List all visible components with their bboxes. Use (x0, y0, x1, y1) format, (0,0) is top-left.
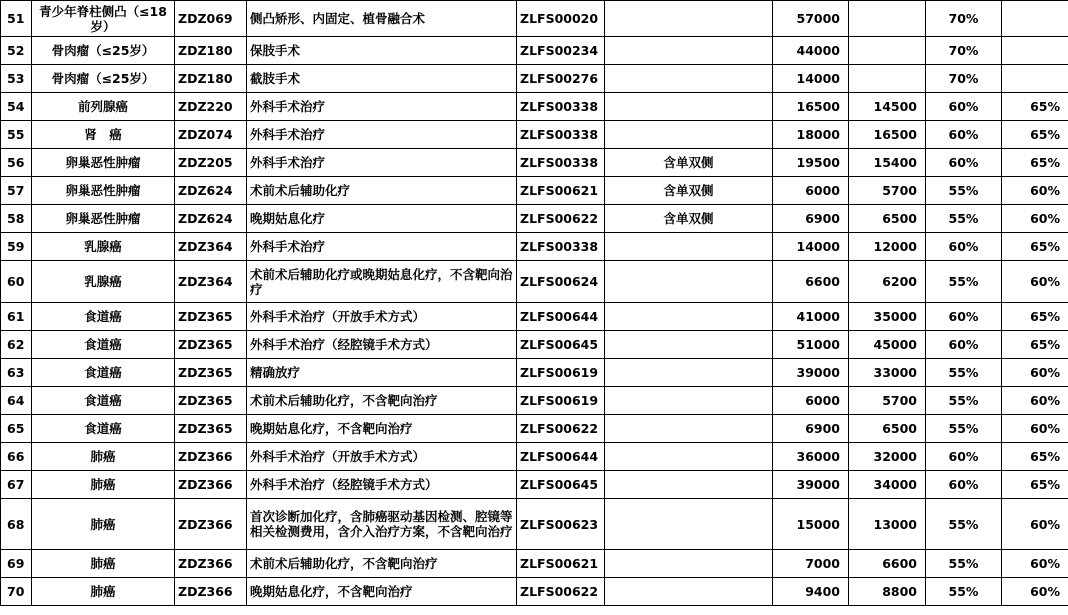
note-cell (605, 93, 773, 121)
price-standard-cell: 16500 (773, 93, 849, 121)
ratio-secondary-cell: 65% (1002, 471, 1068, 499)
row-number-cell: 57 (1, 177, 32, 205)
price-secondary-cell: 6500 (849, 415, 926, 443)
disease-name-cell: 卵巢恶性肿瘤 (32, 205, 175, 233)
price-standard-cell: 39000 (773, 471, 849, 499)
price-secondary-cell (849, 65, 926, 93)
ratio-secondary-cell: 60% (1002, 578, 1068, 606)
treatment-cell: 首次诊断加化疗，含肺癌驱动基因检测、腔镜等相关检测费用，含介入治疗方案，不含靶向治疗 (247, 499, 517, 550)
row-number-cell: 54 (1, 93, 32, 121)
ratio-standard-cell: 60% (926, 233, 1002, 261)
table-row (1, 471, 1068, 499)
price-secondary-cell (849, 1, 926, 37)
table-body (1, 1, 1068, 606)
disease-name-cell: 食道癌 (32, 331, 175, 359)
ratio-standard-cell: 60% (926, 303, 1002, 331)
ratio-secondary-cell: 60% (1002, 550, 1068, 578)
disease-name-cell: 骨肉瘤（≤25岁） (32, 37, 175, 65)
row-number-cell: 59 (1, 233, 32, 261)
row-number-cell: 61 (1, 303, 32, 331)
treatment-cell: 外科手术治疗（开放手术方式） (247, 443, 517, 471)
price-secondary-cell (849, 37, 926, 65)
disease-code-cell: ZDZ365 (175, 331, 247, 359)
ratio-secondary-cell: 65% (1002, 331, 1068, 359)
disease-code-cell: ZDZ364 (175, 233, 247, 261)
row-number-cell: 51 (1, 1, 32, 37)
treatment-code-cell: ZLFS00644 (517, 303, 605, 331)
note-cell (605, 37, 773, 65)
disease-name-cell: 食道癌 (32, 303, 175, 331)
price-standard-cell: 51000 (773, 331, 849, 359)
price-standard-cell: 14000 (773, 65, 849, 93)
ratio-standard-cell: 60% (926, 149, 1002, 177)
price-standard-cell: 39000 (773, 359, 849, 387)
price-secondary-cell: 34000 (849, 471, 926, 499)
price-standard-cell: 6900 (773, 415, 849, 443)
disease-name-cell: 肺癌 (32, 471, 175, 499)
note-cell (605, 121, 773, 149)
row-number-cell: 58 (1, 205, 32, 233)
treatment-cell: 精确放疗 (247, 359, 517, 387)
disease-name-cell: 肺癌 (32, 443, 175, 471)
ratio-secondary-cell: 60% (1002, 261, 1068, 303)
row-number-cell: 68 (1, 499, 32, 550)
disease-name-cell: 卵巢恶性肿瘤 (32, 177, 175, 205)
treatment-cell: 外科手术治疗（经腔镜手术方式） (247, 331, 517, 359)
price-secondary-cell: 32000 (849, 443, 926, 471)
treatment-code-cell: ZLFS00338 (517, 93, 605, 121)
ratio-secondary-cell (1002, 65, 1068, 93)
note-cell (605, 261, 773, 303)
price-secondary-cell: 15400 (849, 149, 926, 177)
note-cell (605, 471, 773, 499)
row-number-cell: 69 (1, 550, 32, 578)
disease-name-cell: 乳腺癌 (32, 261, 175, 303)
ratio-standard-cell: 60% (926, 443, 1002, 471)
ratio-standard-cell: 55% (926, 359, 1002, 387)
disease-code-cell: ZDZ624 (175, 205, 247, 233)
row-number-cell: 64 (1, 387, 32, 415)
treatment-cell: 截肢手术 (247, 65, 517, 93)
price-standard-cell: 6600 (773, 261, 849, 303)
ratio-standard-cell: 55% (926, 550, 1002, 578)
ratio-standard-cell: 70% (926, 37, 1002, 65)
treatment-cell: 外科手术治疗（经腔镜手术方式） (247, 471, 517, 499)
price-standard-cell: 44000 (773, 37, 849, 65)
note-cell: 含单双侧 (605, 149, 773, 177)
ratio-standard-cell: 60% (926, 93, 1002, 121)
note-cell (605, 443, 773, 471)
row-number-cell: 67 (1, 471, 32, 499)
table-row (1, 331, 1068, 359)
row-number-cell: 63 (1, 359, 32, 387)
price-standard-cell: 6000 (773, 177, 849, 205)
note-cell (605, 65, 773, 93)
table-row (1, 499, 1068, 550)
price-secondary-cell: 13000 (849, 499, 926, 550)
row-number-cell: 62 (1, 331, 32, 359)
disease-name-cell: 肺癌 (32, 578, 175, 606)
disease-code-cell: ZDZ366 (175, 443, 247, 471)
table-row (1, 233, 1068, 261)
table-row (1, 359, 1068, 387)
price-standard-cell: 14000 (773, 233, 849, 261)
table-row (1, 65, 1068, 93)
price-standard-cell: 57000 (773, 1, 849, 37)
treatment-code-cell: ZLFS00619 (517, 359, 605, 387)
disease-code-cell: ZDZ220 (175, 93, 247, 121)
treatment-cell: 外科手术治疗（开放手术方式） (247, 303, 517, 331)
treatment-code-cell: ZLFS00623 (517, 499, 605, 550)
disease-code-cell: ZDZ365 (175, 387, 247, 415)
treatment-code-cell: ZLFS00622 (517, 205, 605, 233)
treatment-code-cell: ZLFS00621 (517, 177, 605, 205)
disease-code-cell: ZDZ069 (175, 1, 247, 37)
treatment-cell: 晚期姑息化疗 (247, 205, 517, 233)
disease-code-cell: ZDZ074 (175, 121, 247, 149)
note-cell (605, 499, 773, 550)
ratio-standard-cell: 55% (926, 415, 1002, 443)
ratio-standard-cell: 55% (926, 177, 1002, 205)
table-row (1, 177, 1068, 205)
row-number-cell: 66 (1, 443, 32, 471)
price-standard-cell: 6900 (773, 205, 849, 233)
disease-name-cell: 骨肉瘤（≤25岁） (32, 65, 175, 93)
treatment-code-cell: ZLFS00234 (517, 37, 605, 65)
treatment-cell: 侧凸矫形、内固定、植骨融合术 (247, 1, 517, 37)
ratio-secondary-cell: 65% (1002, 149, 1068, 177)
disease-code-cell: ZDZ366 (175, 471, 247, 499)
table-row (1, 443, 1068, 471)
note-cell (605, 415, 773, 443)
disease-name-cell: 前列腺癌 (32, 93, 175, 121)
ratio-secondary-cell: 65% (1002, 443, 1068, 471)
price-standard-cell: 19500 (773, 149, 849, 177)
disease-name-cell: 食道癌 (32, 359, 175, 387)
price-standard-cell: 9400 (773, 578, 849, 606)
disease-name-cell: 青少年脊柱侧凸（≤18岁） (32, 1, 175, 37)
disease-code-cell: ZDZ365 (175, 303, 247, 331)
ratio-standard-cell: 55% (926, 205, 1002, 233)
table-row (1, 550, 1068, 578)
ratio-secondary-cell: 60% (1002, 359, 1068, 387)
row-number-cell: 52 (1, 37, 32, 65)
treatment-code-cell: ZLFS00338 (517, 233, 605, 261)
price-secondary-cell: 5700 (849, 387, 926, 415)
ratio-secondary-cell: 60% (1002, 415, 1068, 443)
note-cell (605, 233, 773, 261)
ratio-secondary-cell (1002, 1, 1068, 37)
disease-name-cell: 卵巢恶性肿瘤 (32, 149, 175, 177)
note-cell (605, 578, 773, 606)
row-number-cell: 60 (1, 261, 32, 303)
treatment-code-cell: ZLFS00622 (517, 578, 605, 606)
price-secondary-cell: 6500 (849, 205, 926, 233)
table-row (1, 303, 1068, 331)
treatment-code-cell: ZLFS00645 (517, 471, 605, 499)
disease-code-cell: ZDZ365 (175, 415, 247, 443)
note-cell (605, 331, 773, 359)
disease-code-cell: ZDZ366 (175, 578, 247, 606)
ratio-standard-cell: 60% (926, 471, 1002, 499)
table-row (1, 93, 1068, 121)
price-secondary-cell: 45000 (849, 331, 926, 359)
ratio-secondary-cell: 65% (1002, 121, 1068, 149)
disease-code-cell: ZDZ365 (175, 359, 247, 387)
table-row (1, 149, 1068, 177)
row-number-cell: 55 (1, 121, 32, 149)
row-number-cell: 53 (1, 65, 32, 93)
disease-name-cell: 食道癌 (32, 415, 175, 443)
disease-name-cell: 肺癌 (32, 499, 175, 550)
table-row (1, 415, 1068, 443)
treatment-code-cell: ZLFS00645 (517, 331, 605, 359)
ratio-standard-cell: 55% (926, 499, 1002, 550)
note-cell (605, 303, 773, 331)
treatment-cell: 外科手术治疗 (247, 93, 517, 121)
price-standard-cell: 41000 (773, 303, 849, 331)
price-standard-cell: 7000 (773, 550, 849, 578)
treatment-code-cell: ZLFS00644 (517, 443, 605, 471)
treatment-code-cell: ZLFS00338 (517, 149, 605, 177)
disease-code-cell: ZDZ180 (175, 37, 247, 65)
price-secondary-cell: 35000 (849, 303, 926, 331)
disease-code-cell: ZDZ624 (175, 177, 247, 205)
ratio-secondary-cell: 65% (1002, 303, 1068, 331)
ratio-secondary-cell (1002, 37, 1068, 65)
note-cell (605, 387, 773, 415)
price-secondary-cell: 6600 (849, 550, 926, 578)
disease-code-cell: ZDZ205 (175, 149, 247, 177)
table-row (1, 261, 1068, 303)
treatment-cell: 外科手术治疗 (247, 121, 517, 149)
treatment-code-cell: ZLFS00020 (517, 1, 605, 37)
table-row (1, 578, 1068, 606)
treatment-code-cell: ZLFS00624 (517, 261, 605, 303)
treatment-cell: 外科手术治疗 (247, 149, 517, 177)
treatment-code-cell: ZLFS00338 (517, 121, 605, 149)
price-standard-cell: 18000 (773, 121, 849, 149)
treatment-cell: 保肢手术 (247, 37, 517, 65)
table-row (1, 37, 1068, 65)
disease-name-cell: 乳腺癌 (32, 233, 175, 261)
table-row (1, 121, 1068, 149)
disease-code-cell: ZDZ366 (175, 499, 247, 550)
treatment-cell: 晚期姑息化疗，不含靶向治疗 (247, 578, 517, 606)
ratio-secondary-cell: 65% (1002, 233, 1068, 261)
disease-name-cell: 食道癌 (32, 387, 175, 415)
note-cell (605, 1, 773, 37)
disease-code-cell: ZDZ364 (175, 261, 247, 303)
price-secondary-cell: 14500 (849, 93, 926, 121)
treatment-cell: 外科手术治疗 (247, 233, 517, 261)
ratio-secondary-cell: 60% (1002, 205, 1068, 233)
treatment-code-cell: ZLFS00619 (517, 387, 605, 415)
ratio-standard-cell: 55% (926, 578, 1002, 606)
ratio-secondary-cell: 60% (1002, 387, 1068, 415)
note-cell: 含单双侧 (605, 205, 773, 233)
treatment-code-cell: ZLFS00276 (517, 65, 605, 93)
disease-name-cell: 肺癌 (32, 550, 175, 578)
note-cell (605, 359, 773, 387)
ratio-secondary-cell: 60% (1002, 177, 1068, 205)
treatment-cell: 术前术后辅助化疗，不含靶向治疗 (247, 550, 517, 578)
table-row (1, 205, 1068, 233)
treatment-cell: 术前术后辅助化疗，不含靶向治疗 (247, 387, 517, 415)
price-secondary-cell: 16500 (849, 121, 926, 149)
price-standard-cell: 36000 (773, 443, 849, 471)
price-secondary-cell: 33000 (849, 359, 926, 387)
price-standard-cell: 15000 (773, 499, 849, 550)
ratio-standard-cell: 55% (926, 387, 1002, 415)
price-standard-cell: 6000 (773, 387, 849, 415)
row-number-cell: 70 (1, 578, 32, 606)
ratio-standard-cell: 70% (926, 65, 1002, 93)
disease-name-cell: 肾 癌 (32, 121, 175, 149)
table-row (1, 387, 1068, 415)
disease-code-cell: ZDZ366 (175, 550, 247, 578)
ratio-standard-cell: 55% (926, 261, 1002, 303)
ratio-standard-cell: 70% (926, 1, 1002, 37)
note-cell: 含单双侧 (605, 177, 773, 205)
treatment-cell: 术前术后辅助化疗或晚期姑息化疗，不含靶向治疗 (247, 261, 517, 303)
row-number-cell: 56 (1, 149, 32, 177)
ratio-secondary-cell: 65% (1002, 93, 1068, 121)
price-secondary-cell: 8800 (849, 578, 926, 606)
price-secondary-cell: 12000 (849, 233, 926, 261)
price-secondary-cell: 5700 (849, 177, 926, 205)
ratio-secondary-cell: 60% (1002, 499, 1068, 550)
treatment-code-cell: ZLFS00622 (517, 415, 605, 443)
treatment-cell: 晚期姑息化疗，不含靶向治疗 (247, 415, 517, 443)
treatment-cell: 术前术后辅助化疗 (247, 177, 517, 205)
ratio-standard-cell: 60% (926, 121, 1002, 149)
disease-code-cell: ZDZ180 (175, 65, 247, 93)
price-secondary-cell: 6200 (849, 261, 926, 303)
ratio-standard-cell: 60% (926, 331, 1002, 359)
note-cell (605, 550, 773, 578)
treatment-code-cell: ZLFS00621 (517, 550, 605, 578)
row-number-cell: 65 (1, 415, 32, 443)
table-row (1, 1, 1068, 37)
